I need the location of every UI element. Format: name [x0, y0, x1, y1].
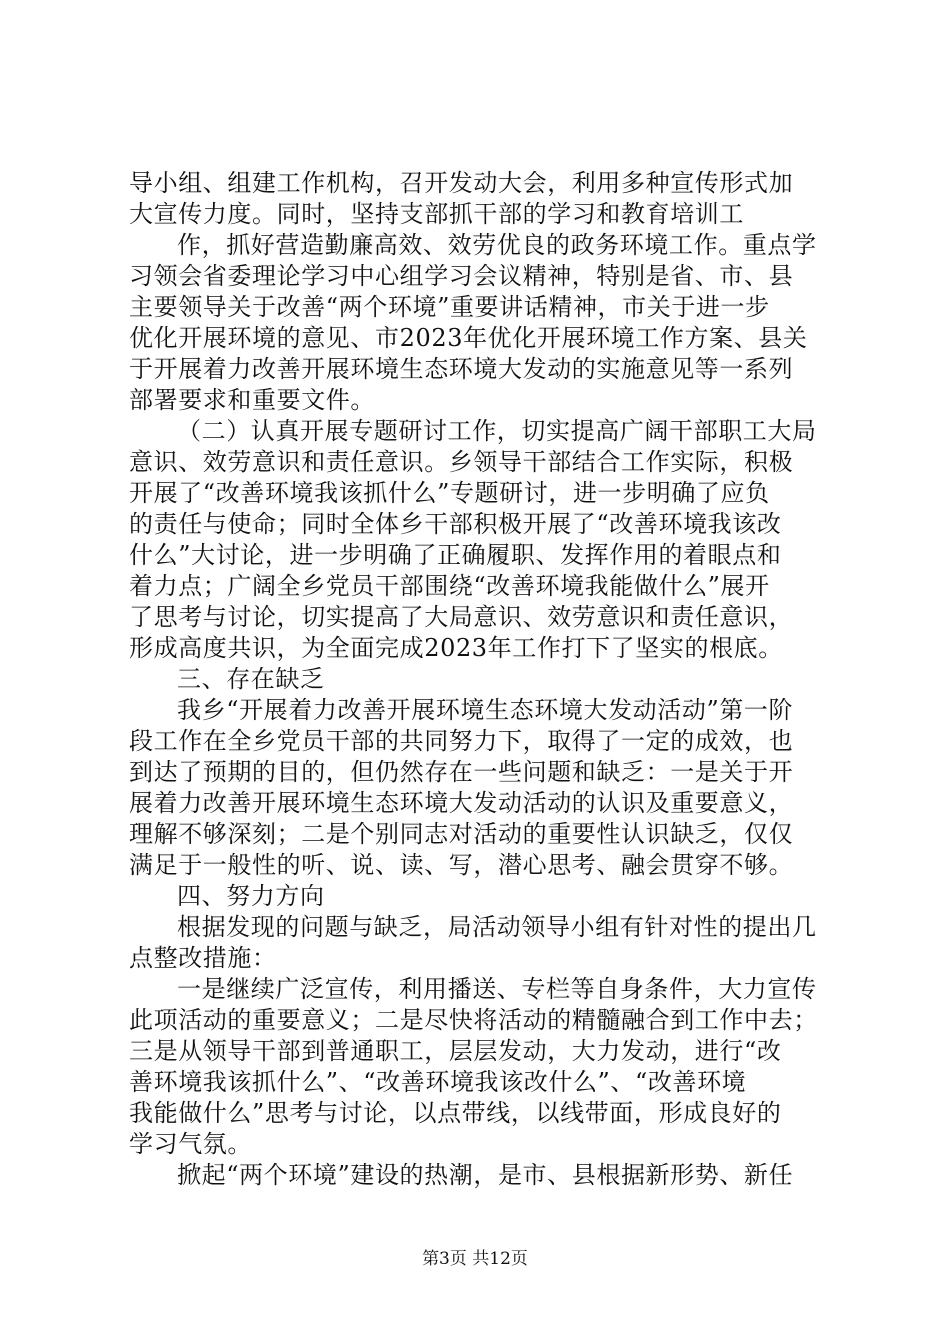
text-line: 四、努力方向 — [177, 882, 325, 910]
text-line: 善环境我该抓什么”、“改善环境我该改什么”、“改善环境 — [129, 1068, 747, 1096]
text-line: 到达了预期的目的，但仍然存在一些问题和缺乏：一是关于开 — [129, 758, 794, 786]
text-line: 理解不够深刻；二是个别同志对活动的重要性认识缺乏，仅仅 — [129, 820, 794, 848]
text-line: 于开展着力改善开展环境生态环境大发动的实施意见等一系列 — [129, 355, 794, 383]
text-line: 学习气氛。 — [129, 1130, 252, 1158]
document-body — [129, 168, 829, 1191]
text-line: 此项活动的重要意义；二是尽快将活动的精髓融合到工作中去； — [129, 1006, 818, 1034]
text-line: 主要领导关于改善“两个环境”重要讲话精神，市关于进一步 — [129, 293, 770, 321]
text-line: 导小组、组建工作机构，召开发动大会，利用多种宣传形式加 — [129, 169, 794, 197]
text-line: 三、存在缺乏 — [177, 665, 325, 693]
text-line: 展着力改善开展环境生态环境大发动活动的认识及重要意义， — [129, 789, 794, 817]
text-line: 意识、效劳意识和责任意识。乡领导干部结合工作实际，积极 — [129, 448, 794, 476]
text-line: 点整改措施： — [129, 944, 277, 972]
text-line: 大宣传力度。同时，坚持支部抓干部的学习和教育培训工 — [129, 200, 744, 228]
page-number-footer: 第3页 共12页 — [422, 1249, 528, 1269]
text-line: 根据发现的问题与缺乏，局活动领导小组有针对性的提出几 — [177, 913, 817, 941]
text-line: 的责任与使命；同时全体乡干部积极开展了“改善环境我该改 — [129, 510, 782, 538]
text-line: 满足于一般性的听、说、读、写，潜心思考、融会贯穿不够。 — [129, 851, 794, 879]
text-line: 段工作在全乡党员干部的共同努力下，取得了一定的成效，也 — [129, 727, 794, 755]
text-line: 作，抓好营造勤廉高效、效劳优良的政务环境工作。重点学 — [177, 231, 817, 259]
text-line: 掀起“两个环境”建设的热潮，是市、县根据新形势、新任 — [177, 1161, 794, 1189]
text-line: 我乡“开展着力改善开展环境生态环境大发动活动”第一阶 — [177, 696, 794, 724]
text-line: 部署要求和重要文件。 — [129, 386, 375, 414]
text-line: 着力点；广阔全乡党员干部围绕“改善环境我能做什么”展开 — [129, 572, 770, 600]
text-line: 形成高度共识，为全面完成2023年工作打下了坚实的根底。 — [129, 634, 783, 662]
text-line: 优化开展环境的意见、市2023年优化开展环境工作方案、县关 — [129, 324, 808, 352]
text-line: 开展了“改善环境我该抓什么”专题研讨，进一步明确了应负 — [129, 479, 770, 507]
text-line: 什么”大讨论，进一步明确了正确履职、发挥作用的着眼点和 — [129, 541, 782, 569]
text-line: 了思考与讨论，切实提高了大局意识、效劳意识和责任意识， — [129, 603, 794, 631]
text-line: 一是继续广泛宣传，利用播送、专栏等自身条件，大力宣传 — [177, 975, 817, 1003]
text-line: （二）认真开展专题研讨工作，切实提高广阔干部职工大局 — [177, 417, 817, 445]
text-line: 我能做什么”思考与讨论，以点带线，以线带面，形成良好的 — [129, 1099, 782, 1127]
text-line: 三是从领导干部到普通职工，层层发动，大力发动，进行“改 — [129, 1037, 782, 1065]
text-line: 习领会省委理论学习中心组学习会议精神，特别是省、市、县 — [129, 262, 794, 290]
